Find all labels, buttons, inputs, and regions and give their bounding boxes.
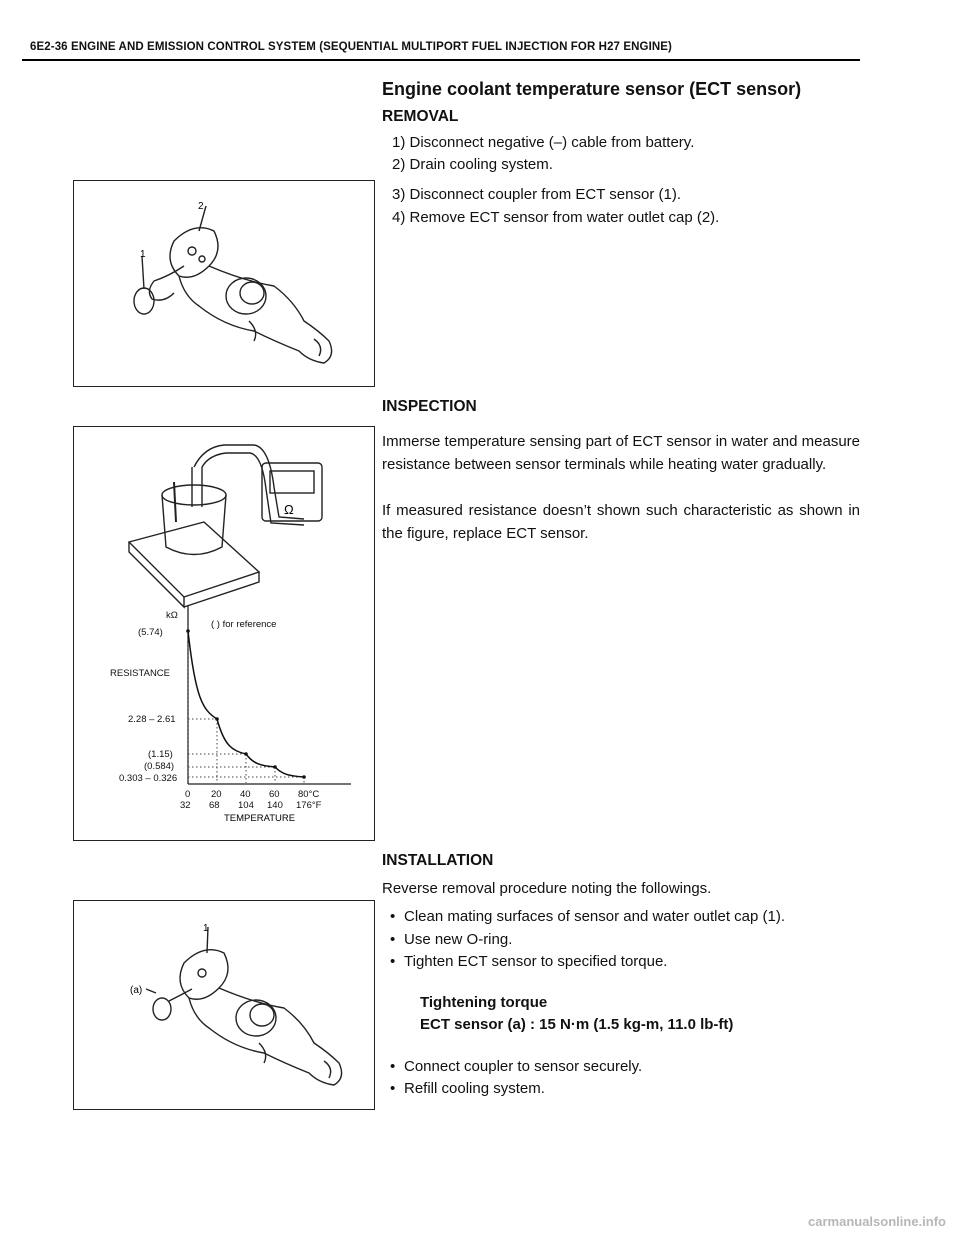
figure1-label-1: 1 [140, 249, 146, 260]
inspection-heading: INSPECTION [382, 398, 477, 415]
x-tick-f-32: 32 [180, 800, 191, 811]
x-tick-labels [180, 789, 322, 811]
x-tick-c-0: 0 [185, 789, 191, 800]
removal-step-2: 2) Drain cooling system. [392, 156, 553, 173]
chart-point-3 [273, 765, 277, 769]
x-tick-c-20: 20 [211, 789, 222, 800]
page-header: 6E2-36 ENGINE AND EMISSION CONTROL SYSTEM (SEQUENTIAL MULTIPORT FUEL INJECTION FOR H27 ENGINE) [30, 41, 672, 53]
ohm-symbol: Ω [284, 502, 294, 517]
figure1-label-2: 2 [198, 201, 204, 212]
inspection-paragraph-2: If measured resistance doesn’t shown such characteristic as shown in the figure, replace ECT sensor. [382, 502, 860, 542]
figure3-label-a: (a) [130, 985, 143, 996]
chart-point-0 [186, 629, 190, 633]
installation-bullet-5: • Refill cooling system. [404, 1080, 545, 1097]
figure-inspection [73, 426, 375, 841]
x-tick-c-60: 60 [269, 789, 280, 800]
installation-illustration [74, 901, 374, 1109]
y-label-2-28: 2.28 – 2.61 [128, 714, 176, 725]
installation-bullet-2: • Use new O-ring. [404, 931, 512, 948]
figure-sensor-installation [73, 900, 375, 1110]
watermark: carmanualsonline.info [808, 1214, 946, 1229]
chart-point-4 [302, 775, 306, 779]
installation-intro: Reverse removal procedure noting the followings. [382, 880, 712, 897]
y-label-1-15: (1.15) [148, 749, 173, 760]
removal-step-3: 3) Disconnect coupler from ECT sensor (1). [392, 186, 681, 203]
y-unit: kΩ [166, 610, 178, 621]
reference-note: ( ) for reference [211, 619, 277, 630]
inspection-paragraph-1: Immerse temperature sensing part of ECT sensor in water and measure resistance between sensor terminals while heating water gradually. [382, 433, 860, 473]
removal-heading: REMOVAL [382, 108, 459, 125]
figure3-label-1: 1 [203, 923, 209, 934]
y-axis-title: RESISTANCE [110, 668, 171, 679]
torque-title: Tightening torque [420, 994, 548, 1011]
header-rule [22, 59, 860, 61]
installation-heading: INSTALLATION [382, 852, 494, 869]
y-label-0-584: (0.584) [144, 761, 175, 772]
figure-sensor-removal [73, 180, 375, 387]
section-title: Engine coolant temperature sensor (ECT sensor) [382, 79, 802, 99]
installation-bullet-3: • Tighten ECT sensor to specified torque. [404, 953, 667, 970]
x-tick-f-140: 140 [267, 800, 283, 811]
removal-step-4: 4) Remove ECT sensor from water outlet cap (2). [392, 209, 720, 226]
inspection-illustration [74, 427, 374, 840]
x-tick-f-68: 68 [209, 800, 220, 811]
x-axis-title: TEMPERATURE [224, 813, 296, 824]
water-outlet-illustration [74, 181, 374, 386]
removal-step-1: 1) Disconnect negative (–) cable from battery. [392, 134, 695, 151]
chart-point-2 [244, 752, 248, 756]
x-tick-c-40: 40 [240, 789, 251, 800]
y-label-5-74: (5.74) [138, 627, 163, 638]
x-tick-c-80: 80°C [298, 789, 320, 800]
torque-value: ECT sensor (a) : 15 N·m (1.5 kg-m, 11.0 lb-ft) [420, 1016, 734, 1033]
y-label-0-303: 0.303 – 0.326 [119, 773, 178, 784]
x-tick-f-104: 104 [238, 800, 254, 811]
x-tick-f-176: 176°F [296, 800, 322, 811]
chart-points [186, 629, 306, 779]
installation-bullet-1: • Clean mating surfaces of sensor and water outlet cap (1). [404, 908, 785, 925]
chart-point-1 [215, 717, 219, 721]
installation-bullet-4: • Connect coupler to sensor securely. [404, 1058, 642, 1075]
